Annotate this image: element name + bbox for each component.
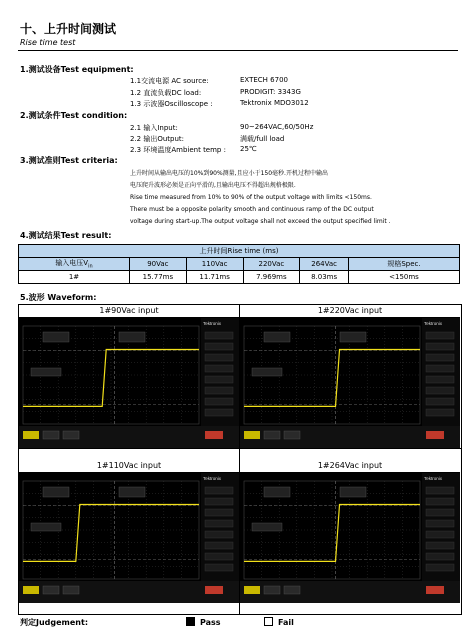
channel-1-indicator xyxy=(244,431,260,439)
result-table xyxy=(18,244,460,284)
scope-softkey xyxy=(43,586,59,594)
scope-readout xyxy=(252,523,282,531)
criteria-heading: 3.测试准则Test criteria: xyxy=(20,156,118,165)
fail-label: Fail xyxy=(278,618,294,627)
scope-status-indicator xyxy=(426,431,444,439)
table-title: 上升时间Rise time (ms) xyxy=(19,245,460,258)
scope-softkey xyxy=(284,431,300,439)
scope-menu-item xyxy=(426,365,454,372)
channel-1-indicator xyxy=(244,586,260,594)
scope-menu-item xyxy=(426,531,454,538)
scope-menu-item xyxy=(205,376,233,383)
condition-label: 2.2 输出Output: xyxy=(130,135,185,143)
scope-menu-item xyxy=(205,487,233,494)
equipment-label: 1.2 直流负载DC load: xyxy=(130,89,202,97)
criteria-line: Rise time measured from 10% to 90% of the output voltage with limits <150ms. xyxy=(130,194,372,201)
scope-menu-item xyxy=(205,332,233,339)
column-header: 90Vac xyxy=(130,258,187,271)
waveform-panel xyxy=(240,305,460,448)
scope-readout xyxy=(119,332,145,342)
scope-readout xyxy=(31,368,61,376)
criteria-line: 上升时间从输出电压的10%到90%测量,且应小于150毫秒.开机过程中输出 xyxy=(130,170,328,177)
pass-label: Pass xyxy=(200,618,221,627)
condition-value: 90~264VAC,60/50Hz xyxy=(240,123,314,131)
scope-menu-item xyxy=(426,343,454,350)
waveform-panel xyxy=(240,460,460,603)
scope-softkey xyxy=(284,586,300,594)
table-title-row xyxy=(19,245,460,258)
scope-menu-item xyxy=(205,343,233,350)
scope-readout xyxy=(340,332,366,342)
fail-option[interactable] xyxy=(264,617,294,627)
scope-menu-item xyxy=(426,376,454,383)
scope-menu-item xyxy=(205,564,233,571)
scope-display xyxy=(19,473,239,603)
column-header-text: 输入电压V xyxy=(55,259,89,268)
criteria-text xyxy=(130,168,430,228)
scope-menu-item xyxy=(205,365,233,372)
table-header-row xyxy=(19,258,460,271)
scope-softkey xyxy=(264,431,280,439)
channel-1-indicator xyxy=(23,431,39,439)
scope-menu-item xyxy=(426,542,454,549)
table-cell: 1# xyxy=(19,271,130,284)
table-cell: 7.969ms xyxy=(243,271,300,284)
column-header xyxy=(19,258,130,271)
table-cell: 8.03ms xyxy=(300,271,349,284)
table-cell: <150ms xyxy=(349,271,460,284)
scope-menu-item xyxy=(205,354,233,361)
oscilloscope-screenshot xyxy=(19,473,239,603)
table-cell: 15.77ms xyxy=(130,271,187,284)
condition-label: 2.3 环境温度Ambient temp : xyxy=(130,146,226,154)
scope-menu-item xyxy=(426,520,454,527)
waveform-panel xyxy=(19,305,239,448)
scope-display xyxy=(19,318,239,448)
result-heading: 4.测试结果Test result: xyxy=(20,231,112,240)
table-row xyxy=(19,271,460,284)
criteria-line: voltage during start-up.The output voltage shall not exceed the output specified limit . xyxy=(130,218,391,225)
scope-menu-item xyxy=(205,531,233,538)
oscilloscope-screenshot xyxy=(240,473,460,603)
waveform-heading: 5.波形 Waveform: xyxy=(20,293,97,302)
equipment-value: PRODIGIT: 3343G xyxy=(240,88,301,96)
column-header: 规格Spec. xyxy=(349,258,460,271)
scope-softkey xyxy=(63,431,79,439)
judgement-label: 判定Judgement: xyxy=(20,618,89,627)
scope-brand: Tektronix xyxy=(424,321,443,326)
scope-brand: Tektronix xyxy=(203,321,222,326)
column-header: 110Vac xyxy=(186,258,243,271)
scope-menu-item xyxy=(205,553,233,560)
pass-checkbox[interactable] xyxy=(186,617,195,626)
scope-readout xyxy=(43,332,69,342)
scope-menu-item xyxy=(205,520,233,527)
equipment-heading: 1.测试设备Test equipment: xyxy=(20,65,134,74)
scope-menu-item xyxy=(205,542,233,549)
scope-softkey xyxy=(43,431,59,439)
scope-menu-item xyxy=(205,509,233,516)
divider xyxy=(239,305,240,614)
waveform-grid xyxy=(18,304,462,615)
scope-display xyxy=(240,318,460,448)
pass-option[interactable] xyxy=(186,617,221,627)
condition-heading: 2.测试条件Test condition: xyxy=(20,111,128,120)
waveform-title: 1#264Vac input xyxy=(240,460,460,473)
divider xyxy=(18,50,458,51)
scope-readout xyxy=(31,523,61,531)
scope-readout xyxy=(252,368,282,376)
equipment-value: EXTECH 6700 xyxy=(240,76,288,84)
scope-readout xyxy=(340,487,366,497)
criteria-line: There must be a opposite polarity smooth and continuous ramp of the DC output xyxy=(130,206,374,213)
oscilloscope-screenshot xyxy=(19,318,239,448)
condition-value: 25℃ xyxy=(240,145,257,153)
scope-menu-item xyxy=(426,409,454,416)
criteria-line: 电压爬升波形必须是正向平滑的,且输出电压不得超出规格极限. xyxy=(130,182,296,189)
scope-brand: Tektronix xyxy=(424,476,443,481)
scope-menu-item xyxy=(426,553,454,560)
scope-menu-item xyxy=(205,398,233,405)
scope-status-indicator xyxy=(205,431,223,439)
column-header: 220Vac xyxy=(243,258,300,271)
waveform-title: 1#220Vac input xyxy=(240,305,460,318)
scope-menu-item xyxy=(426,487,454,494)
scope-menu-item xyxy=(426,387,454,394)
table-cell: 11.71ms xyxy=(186,271,243,284)
scope-readout xyxy=(264,332,290,342)
scope-menu-item xyxy=(426,498,454,505)
waveform-panel xyxy=(19,460,239,603)
scope-menu-item xyxy=(205,498,233,505)
condition-value: 满载/full load xyxy=(240,135,285,143)
scope-softkey xyxy=(264,586,280,594)
channel-1-indicator xyxy=(23,586,39,594)
waveform-title: 1#110Vac input xyxy=(19,460,239,473)
scope-softkey xyxy=(63,586,79,594)
scope-readout xyxy=(43,487,69,497)
page-subtitle: Rise time test xyxy=(20,38,76,47)
scope-menu-item xyxy=(426,564,454,571)
scope-display xyxy=(240,473,460,603)
scope-readout xyxy=(119,487,145,497)
scope-brand: Tektronix xyxy=(203,476,222,481)
page-title: 十、上升时间测试 xyxy=(20,22,117,36)
scope-status-indicator xyxy=(205,586,223,594)
condition-label: 2.1 输入Input: xyxy=(130,124,178,132)
scope-menu-item xyxy=(426,398,454,405)
column-header: 264Vac xyxy=(300,258,349,271)
divider xyxy=(19,448,461,449)
equipment-value: Tektronix MDO3012 xyxy=(240,99,309,107)
scope-menu-item xyxy=(426,332,454,339)
equipment-label: 1.1交流电源 AC source: xyxy=(130,77,209,85)
scope-menu-item xyxy=(426,509,454,516)
fail-checkbox[interactable] xyxy=(264,617,273,626)
equipment-label: 1.3 示波器Oscilloscope : xyxy=(130,100,213,108)
oscilloscope-screenshot xyxy=(240,318,460,448)
scope-menu-item xyxy=(205,387,233,394)
scope-readout xyxy=(264,487,290,497)
scope-status-indicator xyxy=(426,586,444,594)
waveform-title: 1#90Vac input xyxy=(19,305,239,318)
scope-menu-item xyxy=(205,409,233,416)
scope-menu-item xyxy=(426,354,454,361)
column-header-sub: in xyxy=(88,263,93,270)
